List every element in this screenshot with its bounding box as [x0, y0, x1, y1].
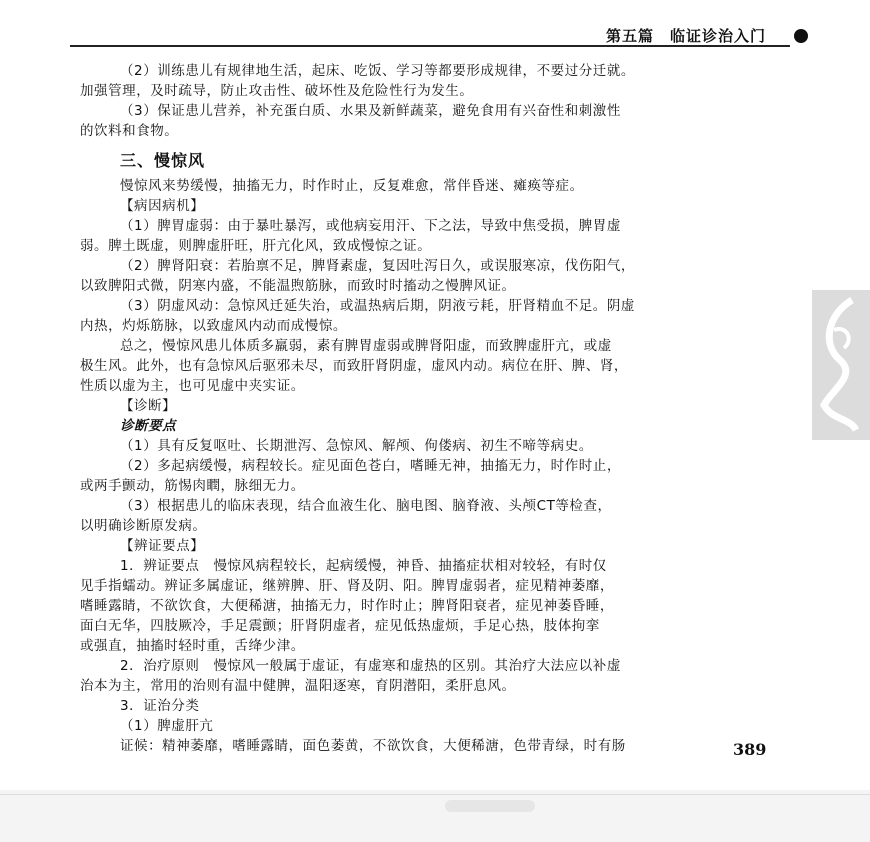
- text-line: 的饮料和食物。: [80, 123, 179, 139]
- section-heading: 三、慢惊风: [120, 151, 206, 170]
- text-line: 慢惊风来势缓慢，抽搐无力，时作时止，反复难愈，常伴昏迷、瘫痪等症。: [120, 178, 584, 194]
- subsection-heading: 【辨证要点】: [120, 538, 205, 554]
- text-line: （2）多起病缓慢，病程较长。症见面色苍白，嗜睡无神，抽搐无力，时作时止，: [120, 458, 621, 474]
- subsection-heading: 【病因病机】: [120, 198, 205, 214]
- text-line: （2）训练患儿有规律地生活，起床、吃饭、学习等都要形成规律，不要过分迁就。: [120, 63, 635, 79]
- subheading-italic: 诊断要点: [120, 418, 177, 434]
- text-line: 嗜睡露睛，不欲饮食，大便稀溏，抽搐无力，时作时止；脾肾阳衰者，症见神萎昏睡，: [80, 598, 614, 614]
- text-line: （1）具有反复呕吐、长期泄泻、急惊风、解颅、佝偻病、初生不啼等病史。: [120, 438, 593, 454]
- chapter-title: 第五篇 临证诊治入门: [606, 27, 767, 45]
- subsection-heading: 【诊断】: [120, 398, 177, 414]
- text-line: 总之，慢惊风患儿体质多羸弱，素有脾胃虚弱或脾肾阳虚，而致脾虚肝亢，或虚: [120, 338, 612, 354]
- text-line: 见手指蠕动。辨证多属虚证，继辨脾、肝、肾及阴、阳。脾胃虚弱者，症见精神萎靡，: [80, 578, 614, 594]
- text-line: 3．证治分类: [120, 698, 200, 714]
- text-line: （1）脾虚肝亢: [120, 718, 214, 734]
- text-line: （1）脾胃虚弱：由于暴吐暴泻，或他病妄用汗、下之法，导致中焦受损，脾胃虚: [120, 218, 621, 234]
- text-line: （3）保证患儿营养，补充蛋白质、水果及新鲜蔬菜，避免食用有兴奋性和刺激性: [120, 103, 621, 119]
- running-header: [0, 0, 870, 60]
- text-line: 治本为主，常用的治则有温中健脾，温阳逐寒，育阴潜阳，柔肝息风。: [80, 678, 516, 694]
- text-line: （3）阴虚风动：急惊风迁延失治，或温热病后期，阴液亏耗，肝肾精血不足。阴虚: [120, 298, 635, 314]
- text-line: （2）脾肾阳衰：若胎禀不足，脾肾素虚，复因吐泻日久，或误服寒凉，伐伤阳气，: [120, 258, 635, 274]
- scan-bottom-margin: [0, 790, 870, 842]
- text-line: 以明确诊断原发病。: [80, 518, 207, 534]
- text-line: 2．治疗原则 慢惊风一般属于虚证，有虚寒和虚热的区别。其治疗大法应以补虚: [120, 658, 621, 674]
- scan-edge-line: [0, 794, 870, 795]
- text-line: 或强直，抽搐时轻时重，舌绛少津。: [80, 638, 305, 654]
- text-line: 加强管理，及时疏导，防止攻击性、破坏性及危险性行为发生。: [80, 83, 474, 99]
- page-edge-ornament-icon: [812, 290, 870, 440]
- text-line: 1．辨证要点 慢惊风病程较长，起病缓慢，神昏、抽搐症状相对较轻，有时仅: [120, 558, 607, 574]
- scan-smudge: [445, 800, 535, 812]
- text-line: 性质以虚为主，也可见虚中夹实证。: [80, 378, 305, 394]
- page-number: 389: [733, 740, 767, 759]
- text-line: 内热，灼烁筋脉，以致虚风内动而成慢惊。: [80, 318, 347, 334]
- bullet-dot-icon: [794, 29, 808, 43]
- text-line: （3）根据患儿的临床表现，结合血液生化、脑电图、脑脊液、头颅CT等检查，: [120, 498, 612, 514]
- text-line: 极生风。此外，也有急惊风后驱邪未尽，而致肝肾阴虚，虚风内动。病位在肝、脾、肾，: [80, 358, 628, 374]
- text-line: 以致脾阳式微，阴寒内盛，不能温煦筋脉，而致时时搐动之慢脾风证。: [80, 278, 516, 294]
- text-line: 弱。脾土既虚，则脾虚肝旺，肝亢化风，致成慢惊之证。: [80, 238, 432, 254]
- text-line: 或两手颤动，筋惕肉瞤，脉细无力。: [80, 478, 305, 494]
- text-line: 证候：精神萎靡，嗜睡露睛，面色萎黄，不欲饮食，大便稀溏，色带青绿，时有肠: [120, 738, 626, 754]
- text-line: 面白无华，四肢厥冷，手足震颤；肝肾阴虚者，症见低热虚烦，手足心热，肢体拘挛: [80, 618, 600, 634]
